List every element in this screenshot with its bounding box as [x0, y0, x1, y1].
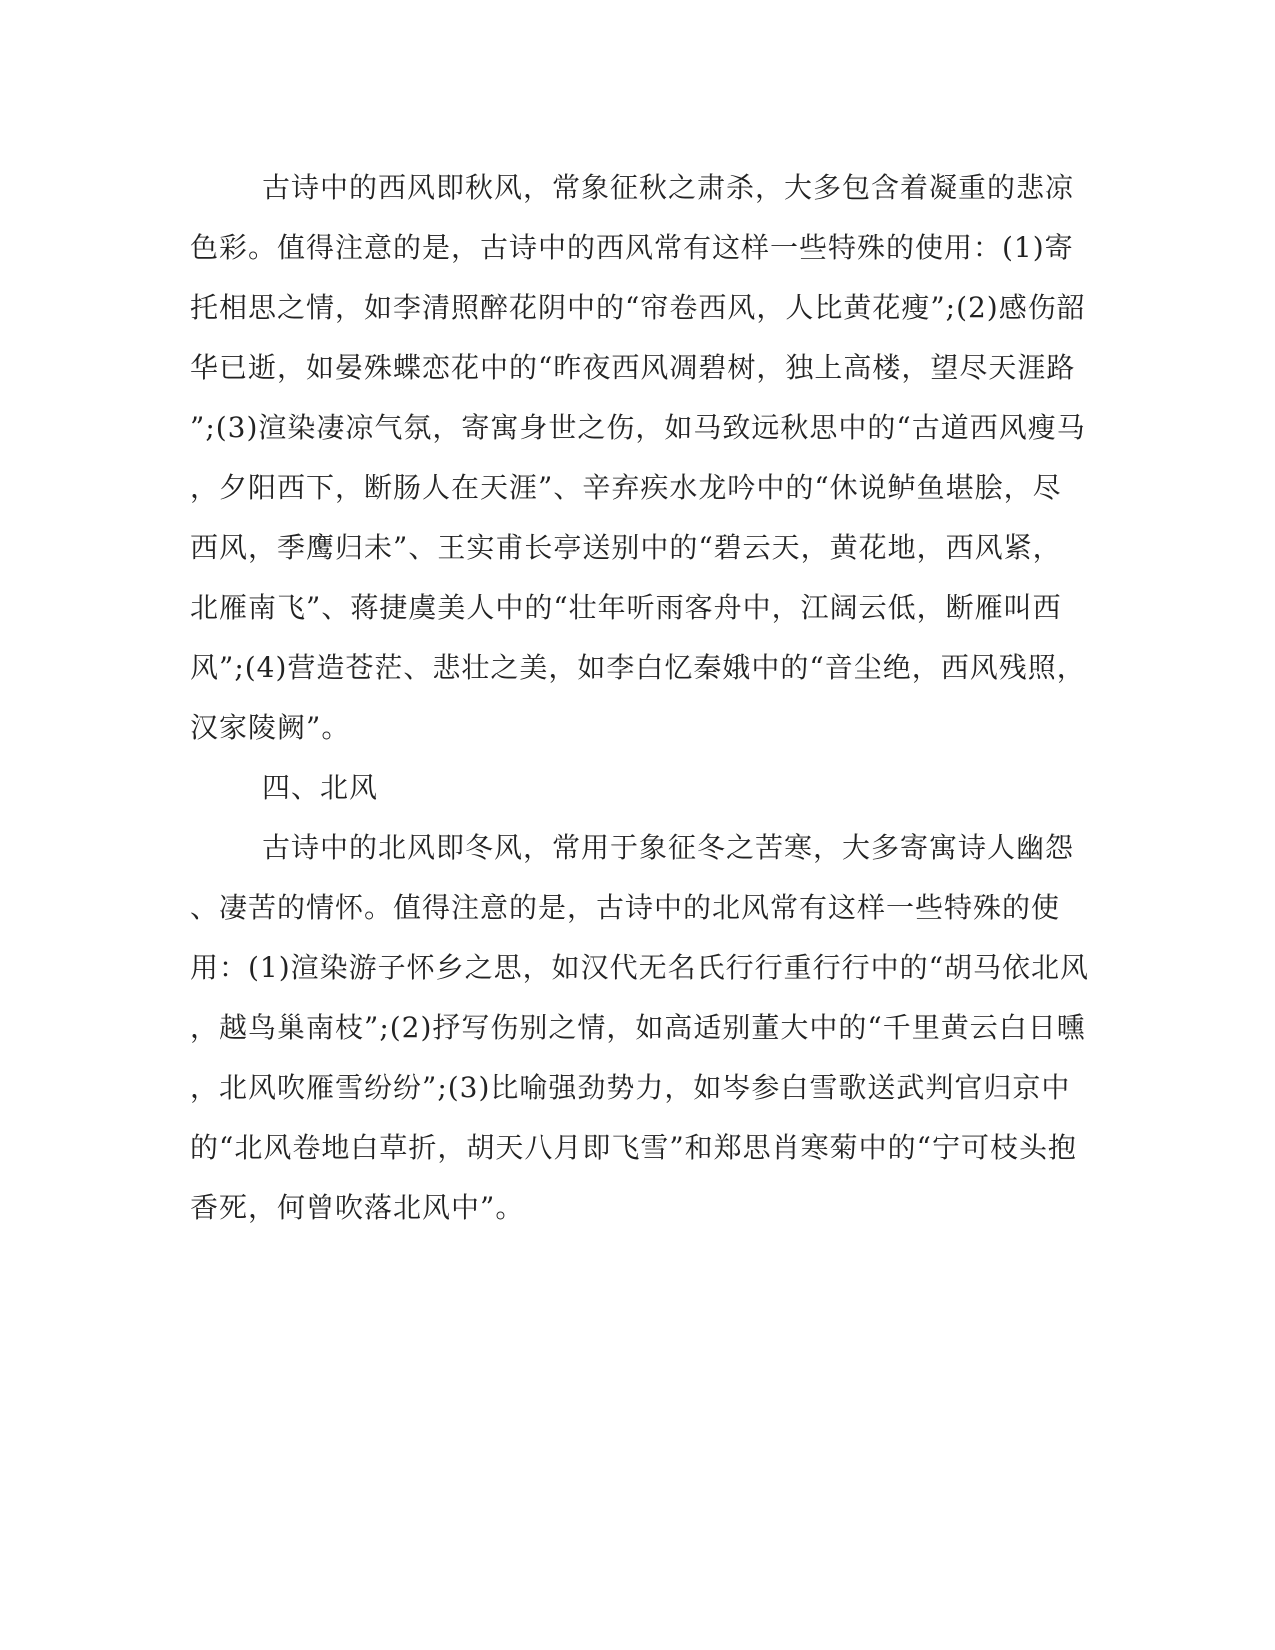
paragraph-north-wind [190, 818, 1089, 1238]
text-line: 色彩。值得注意的是，古诗中的西风常有这样一些特殊的使用：(1)寄 [190, 231, 1074, 264]
text-line: 用：(1)渲染游子怀乡之思，如汉代无名氏行行重行行中的“胡马依北风 [190, 951, 1089, 984]
section-heading: 四、北风 [262, 771, 379, 804]
document-body [190, 158, 1089, 1238]
text-line: ，越鸟巢南枝”;(2)抒写伤别之情，如高适别董大中的“千里黄云白日曛 [190, 1011, 1086, 1044]
text-line: 华已逝，如晏殊蝶恋花中的“昨夜西风凋碧树，独上高楼，望尽天涯路 [190, 351, 1076, 384]
text-line: 香死，何曾吹落北风中”。 [190, 1191, 525, 1224]
text-line: 汉家陵阙”。 [190, 711, 351, 744]
text-line: 北雁南飞”、蒋捷虞美人中的“壮年听雨客舟中，江阔云低，断雁叫西 [190, 591, 1062, 624]
text-line: 的“北风卷地白草折，胡天八月即飞雪”和郑思肖寒菊中的“宁可枝头抱 [190, 1131, 1077, 1164]
paragraph-west-wind [190, 158, 1086, 758]
text-line: ，北风吹雁雪纷纷”;(3)比喻强劲势力，如岑参白雪歌送武判官归京中 [190, 1071, 1071, 1104]
text-line: 风”;(4)营造苍茫、悲壮之美，如李白忆秦娥中的“音尘绝，西风残照， [190, 651, 1086, 684]
text-line: 古诗中的北风即冬风，常用于象征冬之苦寒，大多寄寓诗人幽怨 [262, 831, 1075, 864]
text-line: 托相思之情，如李清照醉花阴中的“帘卷西风，人比黄花瘦”;(2)感伤韶 [190, 291, 1086, 324]
text-line: ，夕阳西下，断肠人在天涯”、辛弃疾水龙吟中的“休说鲈鱼堪脍，尽 [190, 471, 1062, 504]
text-line: 古诗中的西风即秋风，常象征秋之肃杀，大多包含着凝重的悲凉 [262, 171, 1075, 204]
text-line: 西风，季鹰归未”、王实甫长亭送别中的“碧云天，黄花地，西风紧， [190, 531, 1062, 564]
text-line: ”;(3)渲染凄凉气氛，寄寓身世之伤，如马致远秋思中的“古道西风瘦马 [190, 411, 1086, 444]
text-line: 、凄苦的情怀。值得注意的是，古诗中的北风常有这样一些特殊的使 [190, 891, 1061, 924]
